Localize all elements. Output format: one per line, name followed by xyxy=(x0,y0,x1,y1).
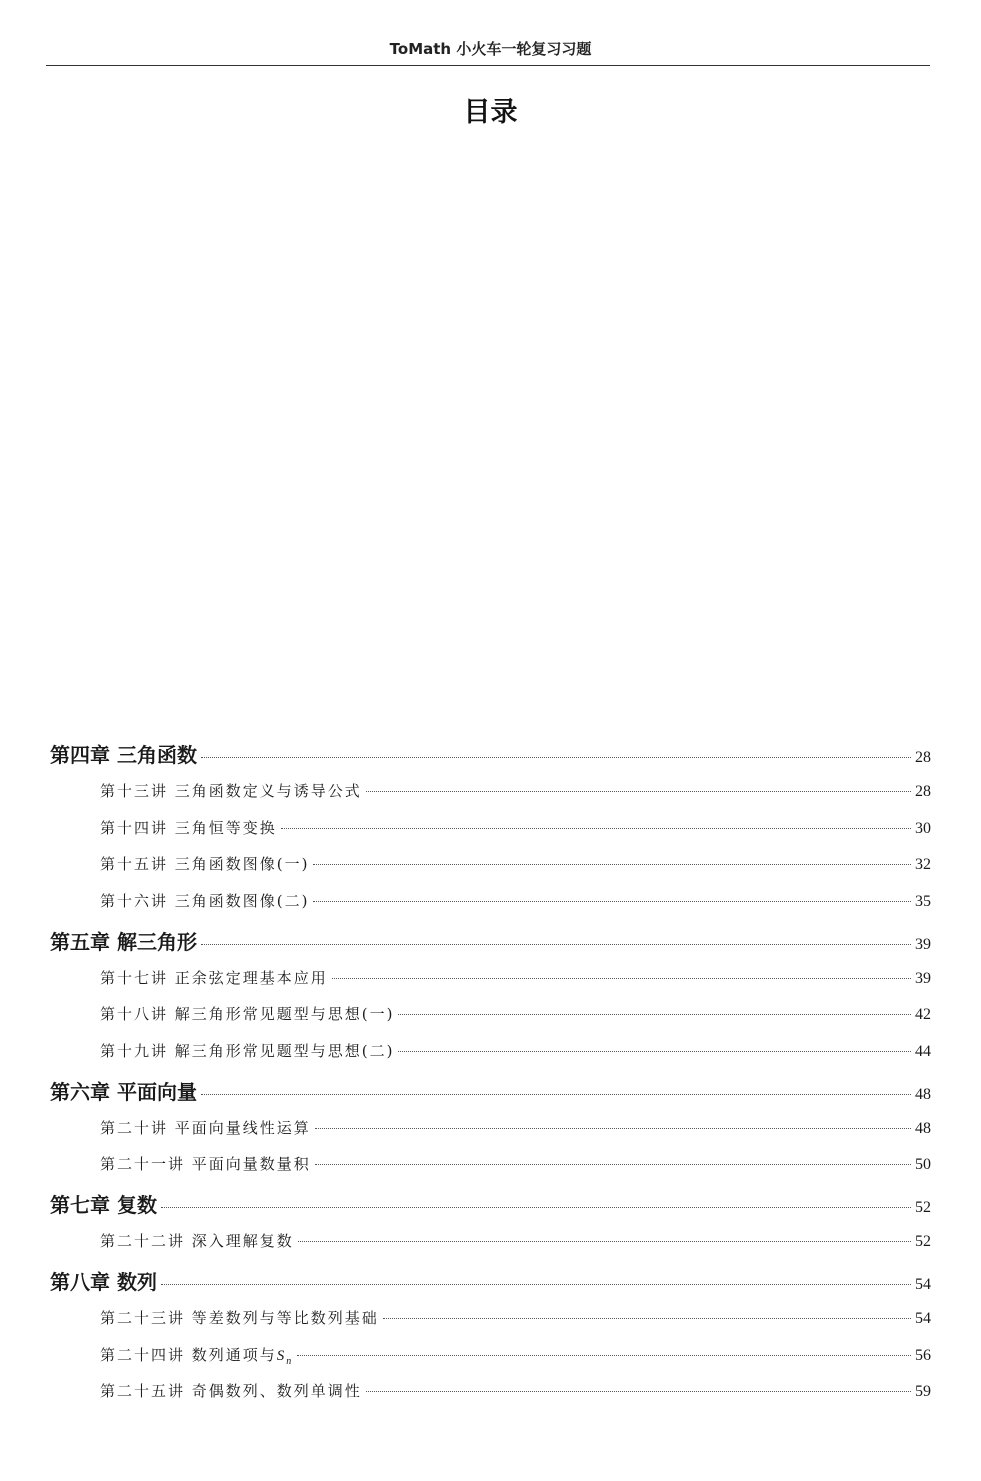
toc-lecture[interactable] xyxy=(100,1153,931,1174)
toc-page-number: 59 xyxy=(915,1383,931,1400)
toc-entry-label: 第六章 平面向量 xyxy=(50,1080,197,1104)
dot-leader xyxy=(201,757,911,758)
toc-lecture[interactable] xyxy=(100,853,931,874)
toc-lecture[interactable] xyxy=(100,967,931,988)
toc-entry-label: 第七章 复数 xyxy=(50,1193,157,1217)
toc-lecture[interactable] xyxy=(100,1040,931,1061)
dot-leader xyxy=(281,828,911,829)
toc-entry-label: 第十七讲 正余弦定理基本应用 xyxy=(100,969,328,987)
dot-leader xyxy=(298,1241,911,1242)
dot-leader xyxy=(313,901,911,902)
toc-entry-label: 第十九讲 解三角形常见题型与思想(二) xyxy=(100,1042,395,1060)
toc-entry-label: 第十五讲 三角函数图像(一) xyxy=(100,855,310,873)
toc-chapter[interactable] xyxy=(50,1189,931,1218)
header-rule xyxy=(46,65,930,66)
toc-page-number: 39 xyxy=(915,970,931,987)
toc-page-number: 52 xyxy=(915,1199,931,1216)
dot-leader xyxy=(315,1128,911,1129)
dot-leader xyxy=(315,1164,911,1165)
toc-lecture[interactable] xyxy=(100,1307,931,1328)
toc-page-number: 50 xyxy=(915,1156,931,1173)
toc-entry-label: 第八章 数列 xyxy=(50,1270,157,1294)
toc-page-number: 54 xyxy=(915,1310,931,1327)
math-symbol: S xyxy=(276,1348,287,1364)
toc-lecture[interactable] xyxy=(100,1344,931,1367)
dot-leader xyxy=(201,1094,911,1095)
toc-chapter[interactable] xyxy=(50,1266,931,1295)
toc-page-number: 48 xyxy=(915,1120,931,1137)
toc-page-number: 56 xyxy=(915,1347,931,1364)
dot-leader xyxy=(366,1391,911,1392)
toc-page-number: 30 xyxy=(915,820,931,837)
toc-page-number: 52 xyxy=(915,1233,931,1250)
toc-chapter[interactable] xyxy=(50,926,931,955)
toc-entry-label: 第二十三讲 等差数列与等比数列基础 xyxy=(100,1309,379,1327)
toc-entry-label: 第十四讲 三角恒等变换 xyxy=(100,819,277,837)
dot-leader xyxy=(201,944,911,945)
dot-leader xyxy=(161,1284,911,1285)
toc-lecture[interactable] xyxy=(100,1003,931,1024)
toc-page-number: 54 xyxy=(915,1276,931,1293)
toc-entry-label: 第五章 解三角形 xyxy=(50,930,197,954)
toc-entry-label: 第二十一讲 平面向量数量积 xyxy=(100,1155,311,1173)
toc-page-number: 44 xyxy=(915,1043,931,1060)
toc-lecture[interactable] xyxy=(100,890,931,911)
dot-leader xyxy=(383,1318,911,1319)
toc-lecture[interactable] xyxy=(100,817,931,838)
toc-page-number: 28 xyxy=(915,749,931,766)
toc-chapter[interactable] xyxy=(50,739,931,768)
dot-leader xyxy=(398,1051,911,1052)
toc-lecture[interactable] xyxy=(100,780,931,801)
math-subscript: n xyxy=(286,1356,294,1367)
toc-page-number: 32 xyxy=(915,856,931,873)
toc-lecture[interactable] xyxy=(100,1380,931,1401)
toc-entry-text: 第二十四讲 数列通项与 xyxy=(100,1346,277,1364)
dot-leader xyxy=(161,1207,911,1208)
dot-leader xyxy=(313,864,911,865)
toc-entry-label: 第十三讲 三角函数定义与诱导公式 xyxy=(100,782,362,800)
toc-lecture[interactable] xyxy=(100,1117,931,1138)
toc-entry-label: 第二十二讲 深入理解复数 xyxy=(100,1232,294,1250)
page-title: 目录 xyxy=(463,97,518,128)
toc-entry-label xyxy=(100,1344,293,1367)
toc-entry-label: 第二十五讲 奇偶数列、数列单调性 xyxy=(100,1382,362,1400)
dot-leader xyxy=(366,791,911,792)
toc-entry-label: 第十六讲 三角函数图像(二) xyxy=(100,892,310,910)
toc-page-number: 35 xyxy=(915,893,931,910)
toc-page-number: 42 xyxy=(915,1006,931,1023)
toc-chapter[interactable] xyxy=(50,1076,931,1105)
dot-leader xyxy=(297,1355,911,1356)
running-header: ToMath 小火车一轮复习习题 xyxy=(389,40,592,58)
toc-entry-label: 第四章 三角函数 xyxy=(50,743,197,767)
dot-leader xyxy=(398,1014,911,1015)
toc-page-number: 28 xyxy=(915,783,931,800)
toc-page-number: 39 xyxy=(915,936,931,953)
toc-page-number: 48 xyxy=(915,1086,931,1103)
toc-entry-label: 第二十讲 平面向量线性运算 xyxy=(100,1119,311,1137)
dot-leader xyxy=(332,978,911,979)
toc-lecture[interactable] xyxy=(100,1230,931,1251)
toc-entry-label: 第十八讲 解三角形常见题型与思想(一) xyxy=(100,1005,395,1023)
